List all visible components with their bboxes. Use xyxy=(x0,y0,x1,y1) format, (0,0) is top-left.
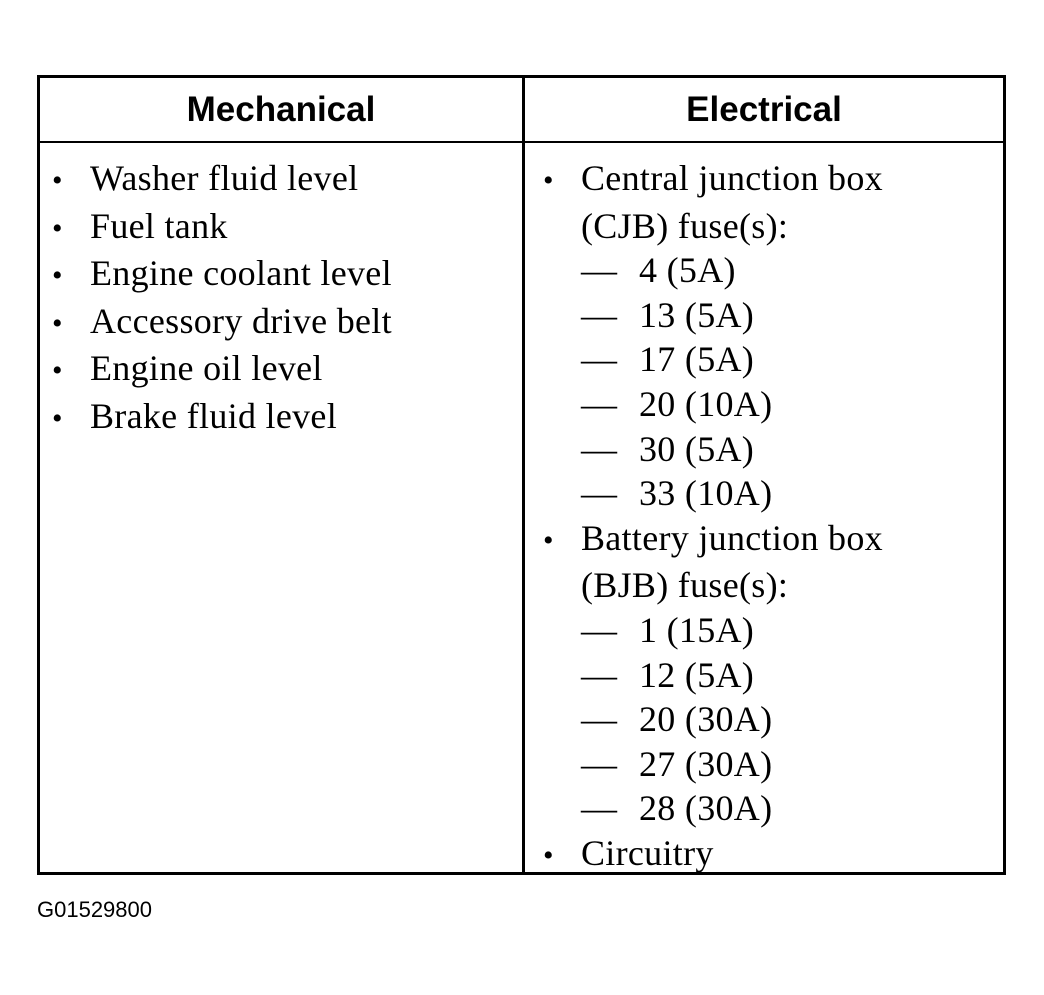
dash-icon: — xyxy=(581,339,618,380)
dash-icon: — xyxy=(581,250,618,291)
fuse-label: 1 (15A) xyxy=(639,609,755,650)
bullet-icon: • xyxy=(543,523,554,557)
dash-icon: — xyxy=(581,294,618,335)
mechanical-item xyxy=(52,204,392,252)
cjb-title-line2: (CJB) fuse(s): xyxy=(581,205,789,246)
mechanical-item-label: Accessory drive belt xyxy=(90,300,392,341)
mechanical-item xyxy=(52,251,392,299)
fuse-label: 17 (5A) xyxy=(639,339,755,380)
mechanical-item-label: Brake fluid level xyxy=(90,395,338,436)
fuse-entry xyxy=(543,786,883,831)
inspection-table xyxy=(37,75,1006,875)
electrical-item-circuitry xyxy=(543,831,883,879)
bullet-icon: • xyxy=(543,838,554,872)
mechanical-item-label: Fuel tank xyxy=(90,205,228,246)
circuitry-label: Circuitry xyxy=(581,832,714,873)
dash-icon: — xyxy=(581,383,618,424)
fuse-entry xyxy=(543,608,883,653)
bjb-title-line1: Battery junction box xyxy=(581,517,883,558)
fuse-entry xyxy=(543,471,883,516)
fuse-entry xyxy=(543,248,883,293)
electrical-column xyxy=(543,156,883,879)
dash-icon: — xyxy=(581,743,618,784)
bullet-icon: • xyxy=(52,259,63,293)
fuse-label: 33 (10A) xyxy=(639,473,773,514)
fuse-label: 12 (5A) xyxy=(639,654,755,695)
fuse-label: 20 (30A) xyxy=(639,699,773,740)
mechanical-column xyxy=(52,156,392,442)
header-rule xyxy=(40,141,1003,143)
dash-icon: — xyxy=(581,654,618,695)
mechanical-item xyxy=(52,346,392,394)
fuse-label: 27 (30A) xyxy=(639,743,773,784)
bullet-icon: • xyxy=(52,401,63,435)
fuse-entry xyxy=(543,653,883,698)
mechanical-item xyxy=(52,299,392,347)
figure-id: G01529800 xyxy=(37,897,152,922)
fuse-entry xyxy=(543,382,883,427)
fuse-entry xyxy=(543,742,883,787)
fuse-label: 13 (5A) xyxy=(639,294,755,335)
mechanical-item-label: Washer fluid level xyxy=(90,158,359,198)
column-divider xyxy=(522,78,525,872)
dash-icon: — xyxy=(581,788,618,829)
fuse-label: 28 (30A) xyxy=(639,788,773,829)
fuse-label: 4 (5A) xyxy=(639,250,736,291)
bullet-icon: • xyxy=(543,164,554,197)
fuse-label: 20 (10A) xyxy=(639,383,773,424)
fuse-entry xyxy=(543,293,883,338)
fuse-entry xyxy=(543,427,883,472)
fuse-entry xyxy=(543,697,883,742)
mechanical-item-label: Engine oil level xyxy=(90,348,323,389)
bullet-icon: • xyxy=(52,164,63,197)
header-electrical: Electrical xyxy=(686,89,842,129)
bjb-title-line2: (BJB) fuse(s): xyxy=(581,565,789,606)
fuse-label: 30 (5A) xyxy=(639,428,755,469)
fuse-entry xyxy=(543,337,883,382)
mechanical-item xyxy=(52,156,392,204)
mechanical-item xyxy=(52,394,392,442)
dash-icon: — xyxy=(581,609,618,650)
electrical-item-cjb xyxy=(543,156,883,204)
dash-icon: — xyxy=(581,699,618,740)
mechanical-item-label: Engine coolant level xyxy=(90,253,392,294)
dash-icon: — xyxy=(581,428,618,469)
electrical-item-bjb xyxy=(543,516,883,564)
bullet-icon: • xyxy=(52,354,63,388)
header-mechanical: Mechanical xyxy=(186,89,376,129)
bullet-icon: • xyxy=(52,211,63,245)
cjb-title-line1: Central junction box xyxy=(581,158,883,198)
bullet-icon: • xyxy=(52,306,63,340)
dash-icon: — xyxy=(581,473,618,514)
